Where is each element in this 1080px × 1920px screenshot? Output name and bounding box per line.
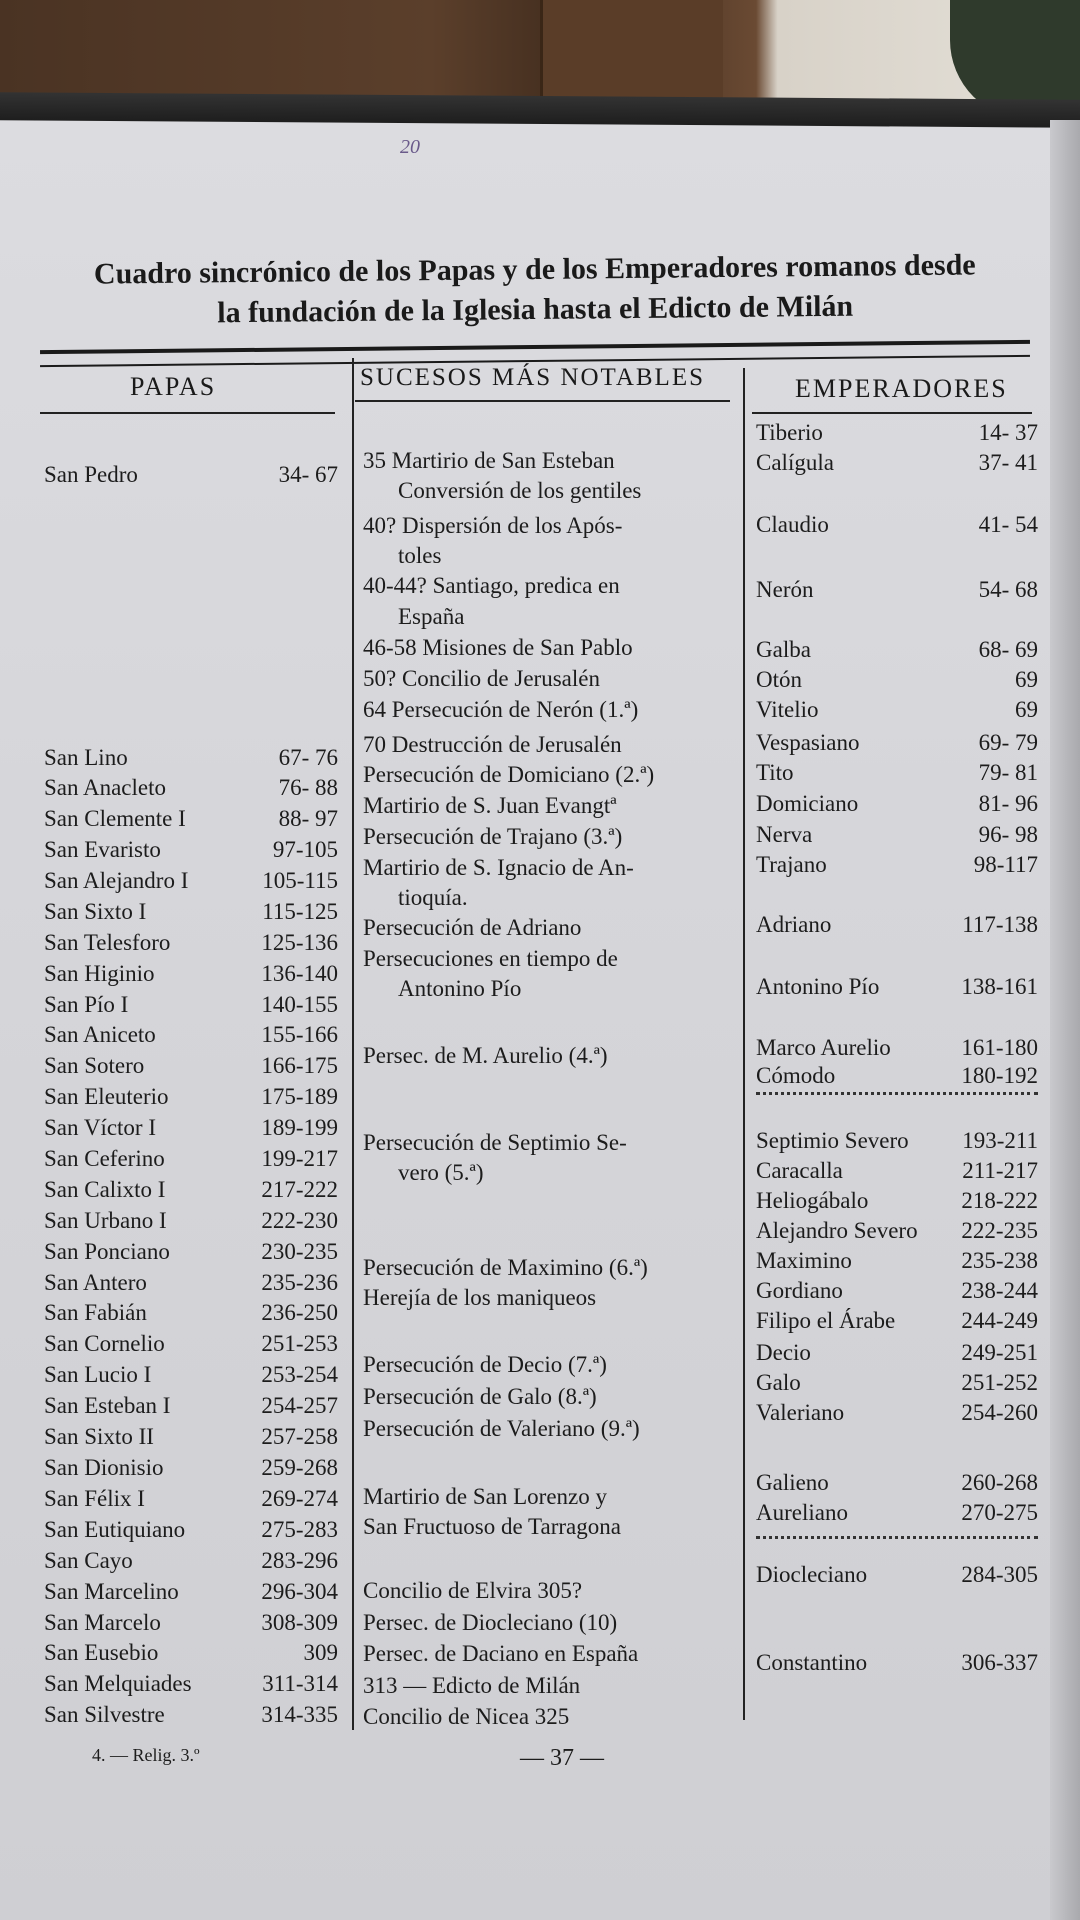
emperador-name: Adriano bbox=[756, 912, 832, 937]
suceso-line: 40? Dispersión de los Após- bbox=[363, 513, 623, 538]
suceso-line: Conversión de los gentiles bbox=[398, 478, 642, 503]
papa-years: 175-189 bbox=[261, 1084, 338, 1109]
papa-years: 314-335 bbox=[261, 1702, 338, 1727]
papa-name: San Sixto I bbox=[44, 899, 147, 924]
papa-years: 309 bbox=[303, 1640, 338, 1665]
papa-name: San Marcelino bbox=[44, 1579, 179, 1604]
emperador-years: 161-180 bbox=[961, 1035, 1038, 1060]
emperador-name: Galo bbox=[756, 1370, 801, 1395]
papa-years: 115-125 bbox=[262, 899, 338, 924]
papa-name: San Anacleto bbox=[44, 775, 166, 800]
papa-years: 253-254 bbox=[261, 1362, 338, 1387]
papa-name: San Eleuterio bbox=[44, 1084, 169, 1109]
suceso-line: Persecuciones en tiempo de bbox=[363, 946, 618, 971]
papa-years: 34- 67 bbox=[278, 462, 338, 487]
emperador-years: 251-252 bbox=[961, 1370, 1038, 1395]
emperador-years: 238-244 bbox=[961, 1278, 1038, 1303]
emperador-years: 69- 79 bbox=[978, 730, 1038, 755]
emperador-name: Maximino bbox=[756, 1248, 852, 1273]
suceso-line: 64 Persecución de Nerón (1.ª) bbox=[363, 697, 639, 722]
emperador-years: 14- 37 bbox=[978, 420, 1038, 445]
papa-years: 275-283 bbox=[261, 1517, 338, 1542]
papa-years: 155-166 bbox=[261, 1022, 338, 1047]
dotted-separator bbox=[756, 1092, 1038, 1095]
emperadores-header-underline bbox=[752, 412, 1032, 414]
suceso-line: Persecución de Domiciano (2.ª) bbox=[363, 762, 655, 787]
emperador-years: 244-249 bbox=[961, 1308, 1038, 1333]
emperador-years: 41- 54 bbox=[978, 512, 1038, 537]
emperador-years: 222-235 bbox=[961, 1218, 1038, 1243]
title-line-2: la fundación de la Iglesia hasta el Edicto de Milán bbox=[217, 289, 854, 330]
emperador-name: Trajano bbox=[756, 852, 827, 877]
papa-years: 269-274 bbox=[261, 1486, 338, 1511]
papa-name: San Pedro bbox=[44, 462, 138, 487]
emperador-name: Vitelio bbox=[756, 697, 819, 722]
papa-name: San Clemente I bbox=[44, 806, 186, 831]
emperador-years: 98-117 bbox=[973, 852, 1038, 877]
suceso-line: San Fructuoso de Tarragona bbox=[363, 1514, 621, 1539]
emperador-name: Filipo el Árabe bbox=[756, 1308, 896, 1333]
papa-years: 311-314 bbox=[262, 1671, 338, 1696]
emperador-years: 79- 81 bbox=[978, 760, 1038, 785]
papa-name: San Esteban I bbox=[44, 1393, 171, 1418]
papa-years: 166-175 bbox=[261, 1053, 338, 1078]
suceso-line: 40-44? Santiago, predica en bbox=[363, 573, 620, 598]
suceso-line: Persecución de Valeriano (9.ª) bbox=[363, 1416, 640, 1441]
emperador-years: 193-211 bbox=[962, 1128, 1038, 1153]
emperador-years: 81- 96 bbox=[978, 791, 1038, 816]
papa-years: 199-217 bbox=[261, 1146, 338, 1171]
papa-years: 235-236 bbox=[261, 1270, 338, 1295]
papa-name: San Pío I bbox=[44, 992, 129, 1017]
papa-name: San Marcelo bbox=[44, 1610, 161, 1635]
papa-name: San Calixto I bbox=[44, 1177, 166, 1202]
emperador-years: 138-161 bbox=[961, 974, 1038, 999]
emperador-name: Cómodo bbox=[756, 1063, 836, 1088]
emperador-years: 69 bbox=[1015, 667, 1038, 692]
suceso-line: tioquía. bbox=[398, 885, 468, 910]
suceso-line: Persecución de Galo (8.ª) bbox=[363, 1384, 597, 1409]
suceso-line: Martirio de S. Ignacio de An- bbox=[363, 855, 634, 880]
page-number: — 37 — bbox=[520, 1745, 604, 1771]
papa-name: San Silvestre bbox=[44, 1702, 165, 1727]
emperador-name: Marco Aurelio bbox=[756, 1035, 891, 1060]
emperador-years: 218-222 bbox=[961, 1188, 1038, 1213]
papa-years: 236-250 bbox=[261, 1300, 338, 1325]
emperador-years: 235-238 bbox=[961, 1248, 1038, 1273]
suceso-line: Martirio de S. Juan Evangtª bbox=[363, 793, 617, 818]
suceso-line: 313 — Edicto de Milán bbox=[363, 1673, 581, 1698]
emperador-years: 270-275 bbox=[961, 1500, 1038, 1525]
suceso-line: Persec. de Diocleciano (10) bbox=[363, 1610, 618, 1635]
emperador-name: Nerón bbox=[756, 577, 814, 602]
suceso-line: Concilio de Nicea 325 bbox=[363, 1704, 570, 1729]
suceso-line: 35 Martirio de San Esteban bbox=[363, 448, 615, 473]
papa-name: San Sotero bbox=[44, 1053, 145, 1078]
papa-name: San Alejandro I bbox=[44, 868, 189, 893]
papa-years: 88- 97 bbox=[278, 806, 338, 831]
suceso-line: vero (5.ª) bbox=[398, 1160, 484, 1185]
suceso-line: España bbox=[398, 604, 465, 629]
emperador-years: 96- 98 bbox=[978, 822, 1038, 847]
emperador-years: 54- 68 bbox=[978, 577, 1038, 602]
handwritten-note: 20 bbox=[400, 136, 420, 158]
emperador-name: Valeriano bbox=[756, 1400, 845, 1425]
wooden-plank bbox=[540, 0, 723, 110]
papa-name: San Ponciano bbox=[44, 1239, 170, 1264]
papa-name: San Félix I bbox=[44, 1486, 145, 1511]
emperador-name: Nerva bbox=[756, 822, 813, 847]
papa-name: San Cayo bbox=[44, 1548, 133, 1573]
papa-years: 97-105 bbox=[272, 837, 338, 862]
emperador-name: Septimio Severo bbox=[756, 1128, 909, 1153]
emperador-years: 211-217 bbox=[962, 1158, 1038, 1183]
suceso-line: toles bbox=[398, 543, 442, 568]
emperador-years: 284-305 bbox=[961, 1562, 1038, 1587]
papa-years: 76- 88 bbox=[278, 775, 338, 800]
dotted-separator bbox=[756, 1536, 1038, 1539]
emperador-name: Vespasiano bbox=[756, 730, 860, 755]
papa-years: 67- 76 bbox=[278, 745, 338, 770]
papa-name: San Aniceto bbox=[44, 1022, 156, 1047]
emperador-years: 249-251 bbox=[961, 1340, 1038, 1365]
suceso-line: 50? Concilio de Jerusalén bbox=[363, 666, 600, 691]
papa-years: 254-257 bbox=[261, 1393, 338, 1418]
sucesos-header-underline bbox=[355, 400, 730, 402]
emperador-name: Antonino Pío bbox=[756, 974, 880, 999]
papa-years: 251-253 bbox=[261, 1331, 338, 1356]
papas-header-underline bbox=[40, 412, 335, 414]
emperador-years: 117-138 bbox=[962, 912, 1038, 937]
papa-name: San Melquiades bbox=[44, 1671, 192, 1696]
emperador-name: Constantino bbox=[756, 1650, 868, 1675]
papa-years: 296-304 bbox=[261, 1579, 338, 1604]
papa-name: San Ceferino bbox=[44, 1146, 165, 1171]
page-right-edge bbox=[1050, 120, 1080, 1920]
papa-name: San Evaristo bbox=[44, 837, 161, 862]
emperador-years: 260-268 bbox=[961, 1470, 1038, 1495]
suceso-line: Antonino Pío bbox=[398, 976, 522, 1001]
emperador-years: 180-192 bbox=[961, 1063, 1038, 1088]
emperador-name: Tiberio bbox=[756, 420, 823, 445]
papa-name: San Higinio bbox=[44, 961, 155, 986]
suceso-line: 70 Destrucción de Jerusalén bbox=[363, 732, 622, 757]
emperador-name: Calígula bbox=[756, 450, 834, 475]
papa-years: 257-258 bbox=[261, 1424, 338, 1449]
emperador-name: Domiciano bbox=[756, 791, 859, 816]
papa-name: San Lino bbox=[44, 745, 128, 770]
papa-years: 140-155 bbox=[261, 992, 338, 1017]
suceso-line: Martirio de San Lorenzo y bbox=[363, 1484, 607, 1509]
papa-name: San Eutiquiano bbox=[44, 1517, 186, 1542]
papa-years: 222-230 bbox=[261, 1208, 338, 1233]
suceso-line: Persecución de Trajano (3.ª) bbox=[363, 824, 623, 849]
emperador-name: Otón bbox=[756, 667, 802, 692]
papa-name: San Cornelio bbox=[44, 1331, 165, 1356]
emperador-name: Alejandro Severo bbox=[756, 1218, 918, 1243]
emperador-years: 68- 69 bbox=[978, 637, 1038, 662]
papa-years: 136-140 bbox=[261, 961, 338, 986]
papa-years: 189-199 bbox=[261, 1115, 338, 1140]
header-papas: PAPAS bbox=[130, 372, 217, 401]
suceso-line: Persecución de Adriano bbox=[363, 915, 582, 940]
suceso-line: Persecución de Septimio Se- bbox=[363, 1130, 627, 1155]
papa-name: San Telesforo bbox=[44, 930, 171, 955]
title-line-1: Cuadro sincrónico de los Papas y de los Emperadores romanos desde bbox=[93, 248, 976, 291]
papa-years: 259-268 bbox=[261, 1455, 338, 1480]
emperador-name: Galba bbox=[756, 637, 811, 662]
header-emperadores: EMPERADORES bbox=[795, 374, 1008, 403]
papa-name: San Urbano I bbox=[44, 1208, 167, 1233]
papa-years: 105-115 bbox=[262, 868, 338, 893]
emperador-name: Gordiano bbox=[756, 1278, 843, 1303]
suceso-line: Concilio de Elvira 305? bbox=[363, 1578, 583, 1603]
emperador-name: Decio bbox=[756, 1340, 811, 1365]
papa-years: 217-222 bbox=[261, 1177, 338, 1202]
papa-name: San Víctor I bbox=[44, 1115, 157, 1140]
papa-name: San Lucio I bbox=[44, 1362, 152, 1387]
papa-name: San Fabián bbox=[44, 1300, 147, 1325]
papa-years: 125-136 bbox=[261, 930, 338, 955]
papa-years: 283-296 bbox=[261, 1548, 338, 1573]
page-title bbox=[40, 245, 1031, 335]
emperador-name: Galieno bbox=[756, 1470, 829, 1495]
emperador-name: Diocleciano bbox=[756, 1562, 868, 1587]
header-sucesos: SUCESOS MÁS NOTABLES bbox=[360, 364, 706, 391]
suceso-line: Persecución de Decio (7.ª) bbox=[363, 1352, 607, 1377]
suceso-line: Persec. de Daciano en España bbox=[363, 1641, 639, 1666]
suceso-line: 46-58 Misiones de San Pablo bbox=[363, 635, 633, 660]
emperador-years: 306-337 bbox=[961, 1650, 1038, 1675]
suceso-line: Persecución de Maximino (6.ª) bbox=[363, 1255, 648, 1280]
papa-years: 308-309 bbox=[261, 1610, 338, 1635]
suceso-line: Herejía de los maniqueos bbox=[363, 1285, 597, 1310]
papa-name: San Dionisio bbox=[44, 1455, 164, 1480]
footer-book-ref: 4. — Relig. 3.º bbox=[92, 1745, 200, 1765]
emperador-years: 37- 41 bbox=[978, 450, 1038, 475]
emperador-name: Aureliano bbox=[756, 1500, 848, 1525]
emperador-name: Heliogábalo bbox=[756, 1188, 869, 1213]
emperador-name: Caracalla bbox=[756, 1158, 843, 1183]
papa-name: San Eusebio bbox=[44, 1640, 159, 1665]
papa-years: 230-235 bbox=[261, 1239, 338, 1264]
emperador-name: Tito bbox=[756, 760, 794, 785]
emperador-name: Claudio bbox=[756, 512, 829, 537]
emperador-years: 254-260 bbox=[961, 1400, 1038, 1425]
papa-name: San Sixto II bbox=[44, 1424, 154, 1449]
column-divider-right bbox=[743, 368, 745, 1720]
suceso-line: Persec. de M. Aurelio (4.ª) bbox=[363, 1043, 608, 1068]
emperador-years: 69 bbox=[1015, 697, 1038, 722]
column-divider-left bbox=[352, 358, 354, 1730]
papa-name: San Antero bbox=[44, 1270, 147, 1295]
